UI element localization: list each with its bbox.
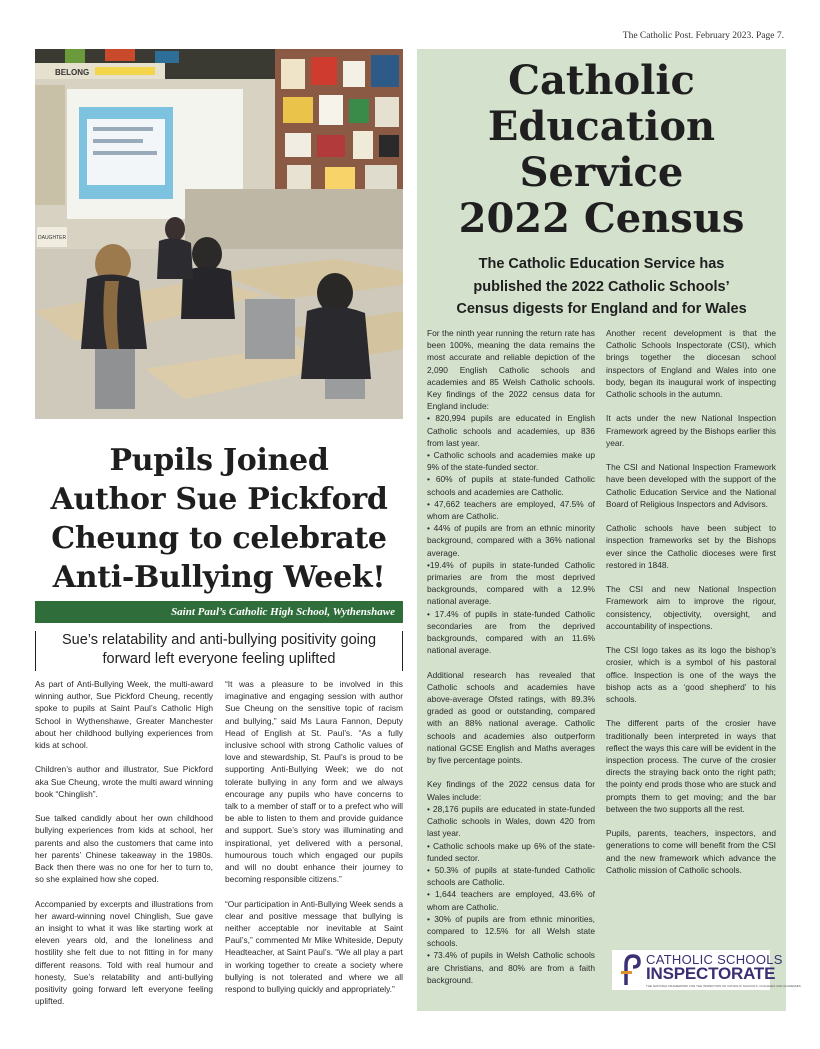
paragraph: “Our participation in Anti-Bullying Week sends a clear and positive message that bullying is neither acceptable nor inevitable at Saint Paul’s,” commented Mr Mike Whiteside, Deputy Headteacher, at Saint Paul’s. “We all play a part in working together to create a society where bullying is not tolerated and where we all respond to bullying quickly and appropriately.”: [225, 898, 403, 995]
logo-tagline: THE NATIONAL FRAMEWORK FOR THE INSPECTION OF CATHOLIC SCHOOLS, COLLEGES AND ACADEMIES: [646, 984, 801, 988]
right-title-line: Service: [519, 149, 684, 196]
right-article-subhead: [417, 253, 786, 321]
paragraph: Another recent development is that the Catholic Schools Inspectorate (CSI), which brings together the diocesan school inspectors of England and Wales into one body, began its inaugural work of inspecting Catholic schools in the autumn.: [606, 328, 776, 400]
logo-line-1: CATHOLIC SCHOOLS: [646, 952, 783, 967]
byline-bar: Saint Paul’s Catholic High School, Wythenshawe: [35, 601, 403, 623]
paragraph: As part of Anti-Bullying Week, the multi-award winning author, Sue Pickford Cheung, recently spoke to pupils at Saint Paul’s Catholic High School in Wythenshawe, Greater Manchester about her childhood bullying experiences from kids at school.: [35, 679, 213, 751]
paragraph: The different parts of the crosier have traditionally been interpreted in ways that reflect the ways this care will be evident in the inspection process. The curve of the crosier directs the straying back onto the right path; the pointy end prods those who are stuck and prompts them to get moving; and the bar between the two supports all the rest.: [606, 718, 776, 814]
left-article-title: [35, 441, 403, 597]
left-article-column-2: [225, 678, 403, 995]
running-head: The Catholic Post. February 2023. Page 7.: [622, 31, 784, 41]
label-text: DAUGHTER: [38, 235, 67, 241]
subhead-line: published the 2022 Catholic Schools’: [473, 278, 730, 295]
paragraph: For the ninth year running the return rate has been 100%, meaning the data remains the most accurate and reliable depiction of the 2,090 English Catholic schools and academies and 85 Welsh Catholic schools. Key findings of the 2022 census data for England include: • 820,994 pupils are educated in English Catholic schools and academies, up 836 from last year. • Catholic schools and academies make up 9% of the state-funded sector. • 60% of pupils at state-funded Catholic schools and academies are Catholic. • 47,662 teachers are employed, 47.5% of whom are Catholic. • 44% of pupils are from an ethnic minority background, compared with a 36% national average. •19.4% of pupils in state-funded Catholic primaries are from the most deprived backgrounds, compared with a 12.9% national average. • 17.4% of pupils in state-funded Catholic secondaries are from the deprived backgrounds, compared with an 11.6% national average.: [427, 328, 595, 656]
left-title-line: Anti-Bullying Week!: [52, 560, 386, 595]
paragraph: Pupils, parents, teachers, inspectors, and generations to come will benefit from the CSI and the new framework which advance the Catholic mission of Catholic schools.: [606, 828, 776, 875]
right-title-line: Catholic: [508, 57, 695, 104]
csi-logo: [612, 950, 801, 990]
subhead-line: The Catholic Education Service has: [478, 256, 725, 272]
paragraph: Key findings of the 2022 census data for Wales include: • 28,176 pupils are educated in state-funded Catholic schools in Wales, down 420 from last year. • Catholic schools make up 6% of the state-funded sector. • 50.3% of pupils at state-funded Catholic schools are Catholic. • 1,644 teachers are employed, 43.6% of whom are Catholic. • 30% of pupils are from ethnic minorities, compared to 12.5% for all Welsh state schools. • 73.4% of pupils in Welsh Catholic schools are Christians, and 80% are from a faith background.: [427, 779, 595, 985]
left-article-column-1: [35, 678, 213, 1007]
right-article-column-1: [427, 327, 595, 986]
left-title-line: Cheung to celebrate: [51, 521, 387, 556]
logo-line-2: INSPECTORATE: [646, 964, 776, 983]
crosier-icon: [618, 953, 642, 987]
right-title-line: 2022 Census: [458, 195, 745, 242]
paragraph: The CSI and National Inspection Framework have been developed with the support of the Catholic Education Service and the National Board of Religious Inspectors and Advisors.: [606, 462, 776, 509]
poster-text: BELONG: [55, 68, 90, 77]
subhead-line: Census digests for England and for Wales: [456, 301, 747, 317]
paragraph: Sue talked candidly about her own childhood bullying experiences from kids at school, her parents and also the customers that came into her parents’ Chinese takeaway in the 1980s. Back then there was no one for her to turn to, so she explained how she coped.: [35, 813, 213, 885]
paragraph: The CSI and new National Inspection Framework aim to improve the rigour, consistency, objectivity, oversight, and accountability of inspections.: [606, 584, 776, 631]
right-title-line: Education: [487, 103, 716, 150]
paragraph: “It was a pleasure to be involved in this imaginative and engaging session with author Sue Cheung on the sensitive topic of racism and bullying,” said Ms Laura Fannon, Deputy Head of English at St. Paul’s. “As a fully inclusive school with strong Catholic values of love and stewardship, St. Paul’s is proud to be supporting Anti-Bullying Week; we do not tolerate bullying in any form and we always encourage any pupils who have concerns to talk to a member of staff or to a prefect who will be able to listen to them and provide guidance and support. Sue’s story was illuminating and inspirational, yet delivered with a personal, humourous touch which engaged our pupils and will no doubt enhance their journey to becoming responsible citizens.”: [225, 679, 403, 885]
paragraph: Catholic schools have been subject to inspection frameworks set by the Bishops ever since the Catholic dioceses were first restored in 1848.: [606, 523, 776, 570]
left-title-line: Pupils Joined: [109, 443, 329, 478]
paragraph: Additional research has revealed that Catholic schools and academies have above-average Ofsted ratings, with 89.3% graded as good or outstanding, compared with an 88% national average. Catholic schools and academies also outperform national GCSE English and Maths averages by five percentage points.: [427, 669, 595, 766]
standfirst: Sue’s relatability and anti-bullying positivity going forward left everyone feeling uplifted: [35, 631, 403, 671]
paragraph: The CSI logo takes as its logo the bishop’s crosier, which is a symbol of his pastoral office. Inspection is one of the ways the bishop acts as a ‘good shepherd’ to his schools.: [606, 645, 776, 705]
paragraph: Children’s author and illustrator, Sue Pickford aka Sue Cheung, wrote the multi award winning book “Chinglish”.: [35, 764, 213, 799]
paragraph: It acts under the new National Inspection Framework agreed by the Bishops earlier this year.: [606, 413, 776, 448]
classroom-photo: [35, 49, 403, 419]
right-article-column-2: [606, 327, 776, 876]
right-article-title: [417, 58, 786, 242]
paragraph: Accompanied by excerpts and illustrations from her award-winning novel Chinglish, Sue gave an insight to what it was like starting work at eleven years old, and the loneliness and hostility she felt due to not fitting in for many different reasons. Told with real humour and honesty, Sue’s relatability and anti-bullying positivity going forward left everyone feeling uplifted.: [35, 898, 213, 1007]
left-title-line: Author Sue Pickford: [50, 482, 388, 517]
